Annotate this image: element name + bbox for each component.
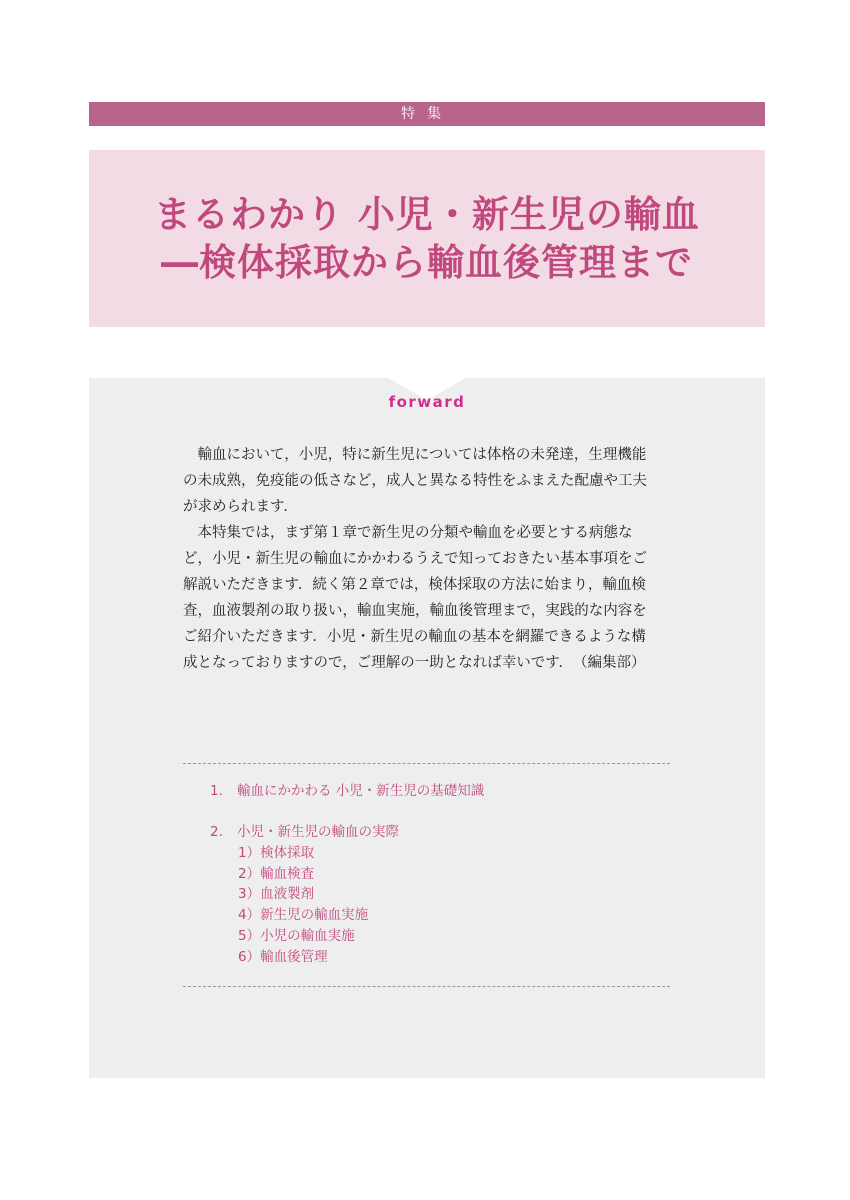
title-box	[89, 150, 765, 327]
intro-line: 査，血液製剤の取り扱い，輸血実施，輸血後管理まで，実践的な内容を	[183, 603, 647, 619]
intro-line: ご紹介いただきます．小児・新生児の輸血の基本を網羅できるような構	[183, 629, 646, 645]
forward-heading: forward	[388, 393, 466, 411]
toc-chapter-number: 1.	[210, 783, 223, 799]
toc-chapter-1	[210, 780, 484, 802]
feature-label-bar	[89, 102, 765, 126]
intro-line: ど，小児・新生児の輸血にかかわるうえで知っておきたい基本事項をご	[183, 551, 647, 567]
toc-chapter-title: 輸血にかかわる 小児・新生児の基礎知識	[237, 783, 485, 799]
toc-section: 5）小児の輸血実施	[238, 927, 355, 944]
toc-section: 4）新生児の輸血実施	[238, 907, 369, 924]
toc-divider-bottom	[183, 986, 670, 987]
page-title-line-1: まるわかり 小児・新生児の輸血	[154, 192, 700, 236]
intro-line: 解説いただきます．続く第２章では，検体採取の方法に始まり，輸血検	[183, 577, 646, 593]
toc-section: 6）輸血後管理	[238, 948, 328, 965]
toc-section-list	[238, 843, 484, 967]
toc-section: 1）検体採取	[238, 845, 315, 861]
toc-chapter-2	[210, 821, 484, 843]
page-title-line-2: ―検体採取から輸血後管理まで	[161, 240, 693, 284]
toc-section: 3）血液製剤	[238, 886, 315, 903]
intro-line: が求められます．	[183, 499, 298, 515]
intro-line: 本特集では，まず第１章で新生児の分類や輸血を必要とする病態な	[183, 525, 633, 541]
feature-label: 特集	[401, 106, 453, 122]
toc-chapter-number: 2.	[210, 824, 223, 840]
intro-line: 輸血において，小児，特に新生児については体格の未発達，生理機能	[183, 447, 647, 463]
toc-chapter-title: 小児・新生児の輸血の実際	[237, 824, 399, 840]
table-of-contents	[210, 780, 484, 967]
intro-paragraph	[183, 442, 673, 676]
toc-section: 2）輸血検査	[238, 865, 315, 882]
toc-divider-top	[183, 763, 670, 764]
intro-line: の未成熟，免疫能の低さなど，成人と異なる特性をふまえた配慮や工夫	[183, 473, 647, 489]
intro-line: 成となっておりますので，ご理解の一助となれば幸いです． （編集部）	[183, 655, 646, 671]
